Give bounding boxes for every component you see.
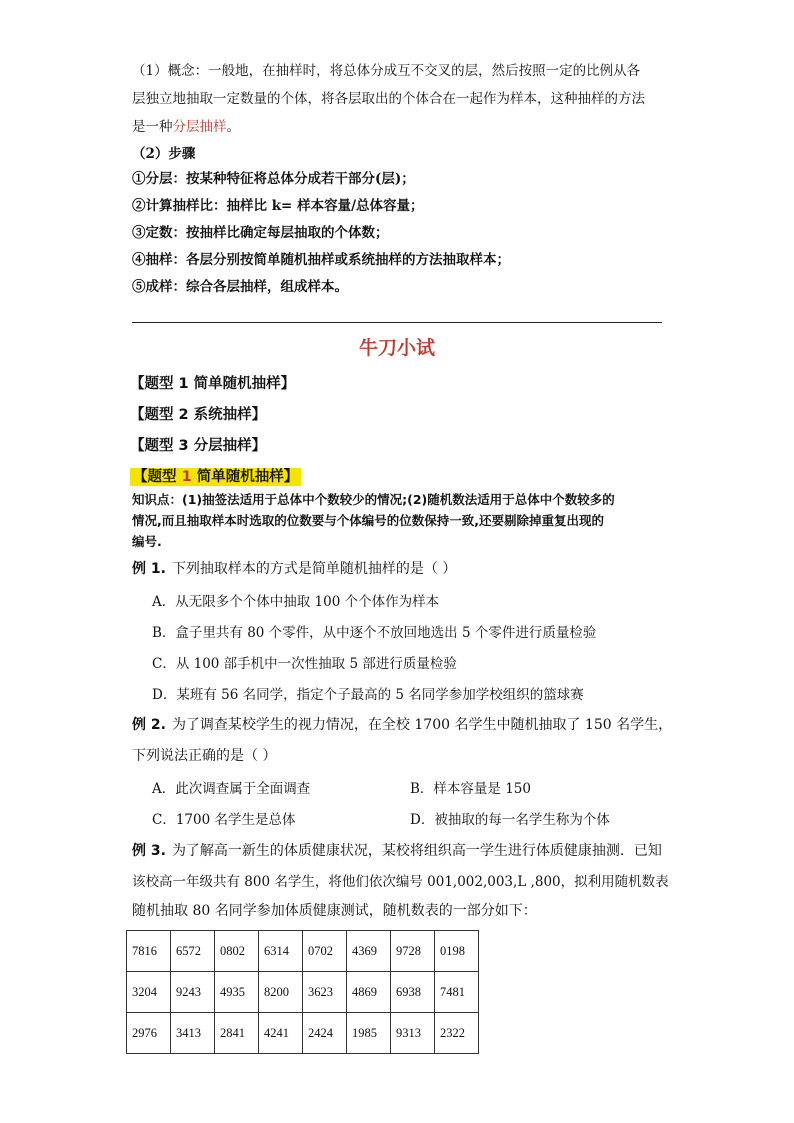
example-3-stem <box>132 840 662 860</box>
table-cell: 3413 <box>171 1013 215 1054</box>
example-1-option-d: D．某班有 56 名同学，指定个子最高的 5 名同学参加学校组织的篮球赛 <box>152 687 584 703</box>
knowledge-line: 知识点：(1)抽签法适用于总体中个数较少的情况;(2)随机数法适用于总体中个数较多的 <box>132 492 615 507</box>
example-1-option-b: B．盒子里共有 80 个零件，从中逐个不放回地选出 5 个零件进行质量检验 <box>152 625 597 641</box>
example-1-option-c: C．从 100 部手机中一次性抽取 5 部进行质量检验 <box>152 656 457 672</box>
knowledge-line: 编号. <box>132 534 162 549</box>
table-cell: 0198 <box>435 931 479 972</box>
table-cell: 9728 <box>391 931 435 972</box>
table-cell: 4869 <box>347 972 391 1013</box>
section-title: 牛刀小试 <box>358 337 435 359</box>
table-cell: 3623 <box>303 972 347 1013</box>
example-2-stem-line-2: 下列说法正确的是（ ） <box>132 748 277 764</box>
example-3-tag: 例 3. <box>132 843 166 859</box>
table-cell: 7481 <box>435 972 479 1013</box>
step-item: ③定数：按抽样比确定每层抽取的个体数； <box>132 225 389 241</box>
example-1-tag: 例 1. <box>132 561 166 577</box>
table-cell: 2841 <box>215 1013 259 1054</box>
table-cell: 0702 <box>303 931 347 972</box>
question-type-2: 【题型 2 系统抽样】 <box>130 407 267 423</box>
table-cell: 2976 <box>127 1013 171 1054</box>
question-type-1: 【题型 1 简单随机抽样】 <box>130 376 296 392</box>
example-2-tag: 例 2. <box>132 717 166 733</box>
example-2-option-a: A．此次调查属于全面调查 <box>152 781 311 797</box>
knowledge-line: 情况,而且抽取样本时选取的位数要与个体编号的位数保持一致,还要剔除掉重复出现的 <box>132 513 604 528</box>
random-number-table <box>126 930 479 1054</box>
table-cell: 4241 <box>259 1013 303 1054</box>
table-cell: 1985 <box>347 1013 391 1054</box>
table-row <box>127 972 479 1013</box>
step-item: ②计算抽样比：抽样比 k= 样本容量/总体容量； <box>132 198 424 214</box>
knowledge-note <box>132 489 662 552</box>
question-type-3: 【题型 3 分层抽样】 <box>130 438 267 454</box>
example-2-option-b: B．样本容量是 150 <box>410 781 531 797</box>
concept-suffix: 。 <box>226 119 240 135</box>
table-cell: 3204 <box>127 972 171 1013</box>
table-cell: 8200 <box>259 972 303 1013</box>
table-cell: 9243 <box>171 972 215 1013</box>
table-cell: 6572 <box>171 931 215 972</box>
table-cell: 9313 <box>391 1013 435 1054</box>
section-divider <box>132 322 662 323</box>
table-cell: 6938 <box>391 972 435 1013</box>
example-3-stem-line-3: 随机抽取 80 名同学参加体质健康测试，随机数表的一部分如下： <box>132 903 537 919</box>
concept-line-3 <box>132 117 240 137</box>
table-cell: 0802 <box>215 931 259 972</box>
table-cell: 2424 <box>303 1013 347 1054</box>
table-cell: 4935 <box>215 972 259 1013</box>
example-3-stem-line-2: 该校高一年级共有 800 名学生，将他们依次编号 001,002,003,L ,800，拟利用随机数表 <box>132 874 669 890</box>
highlight-open: 【题型 <box>133 469 182 485</box>
table-cell: 4369 <box>347 931 391 972</box>
highlight-label: 简单随机抽样】 <box>191 469 299 485</box>
steps-heading: （2）步骤 <box>132 146 196 162</box>
table-row <box>127 931 479 972</box>
example-2-option-c: C．1700 名学生是总体 <box>152 812 296 828</box>
concept-line-2: 层独立地抽取一定数量的个体，将各层取出的个体合在一起作为样本，这种抽样的方法 <box>132 91 645 107</box>
example-3-text: 为了解高一新生的体质健康状况，某校将组织高一学生进行体质健康抽测．已知 <box>171 843 662 859</box>
example-2-text: 为了调查某校学生的视力情况，在全校 1700 名学生中随机抽取了 150 名学生， <box>171 717 673 733</box>
stratified-sampling-term: 分层抽样 <box>172 119 227 135</box>
table-row <box>127 1013 479 1054</box>
step-item: ①分层：按某种特征将总体分成若干部分(层)； <box>132 171 415 187</box>
step-item: ④抽样：各层分别按简单随机抽样或系统抽样的方法抽取样本； <box>132 252 510 268</box>
concept-line-1: （1）概念：一般地，在抽样时，将总体分成互不交叉的层，然后按照一定的比例从各 <box>132 63 641 79</box>
concept-prefix: 是一种 <box>132 119 173 135</box>
highlight-number: 1 <box>181 469 192 485</box>
example-1-option-a: A．从无限多个个体中抽取 100 个个体作为样本 <box>152 594 440 610</box>
table-cell: 6314 <box>259 931 303 972</box>
highlighted-type-heading <box>130 465 301 486</box>
table-cell: 7816 <box>127 931 171 972</box>
step-item: ⑤成样：综合各层抽样，组成样本。 <box>132 279 348 295</box>
table-cell: 2322 <box>435 1013 479 1054</box>
example-1-stem <box>132 558 456 578</box>
example-1-text: 下列抽取样本的方式是简单随机抽样的是（ ） <box>171 561 457 577</box>
example-2-stem <box>132 714 672 734</box>
example-2-option-d: D．被抽取的每一名学生称为个体 <box>410 812 610 828</box>
